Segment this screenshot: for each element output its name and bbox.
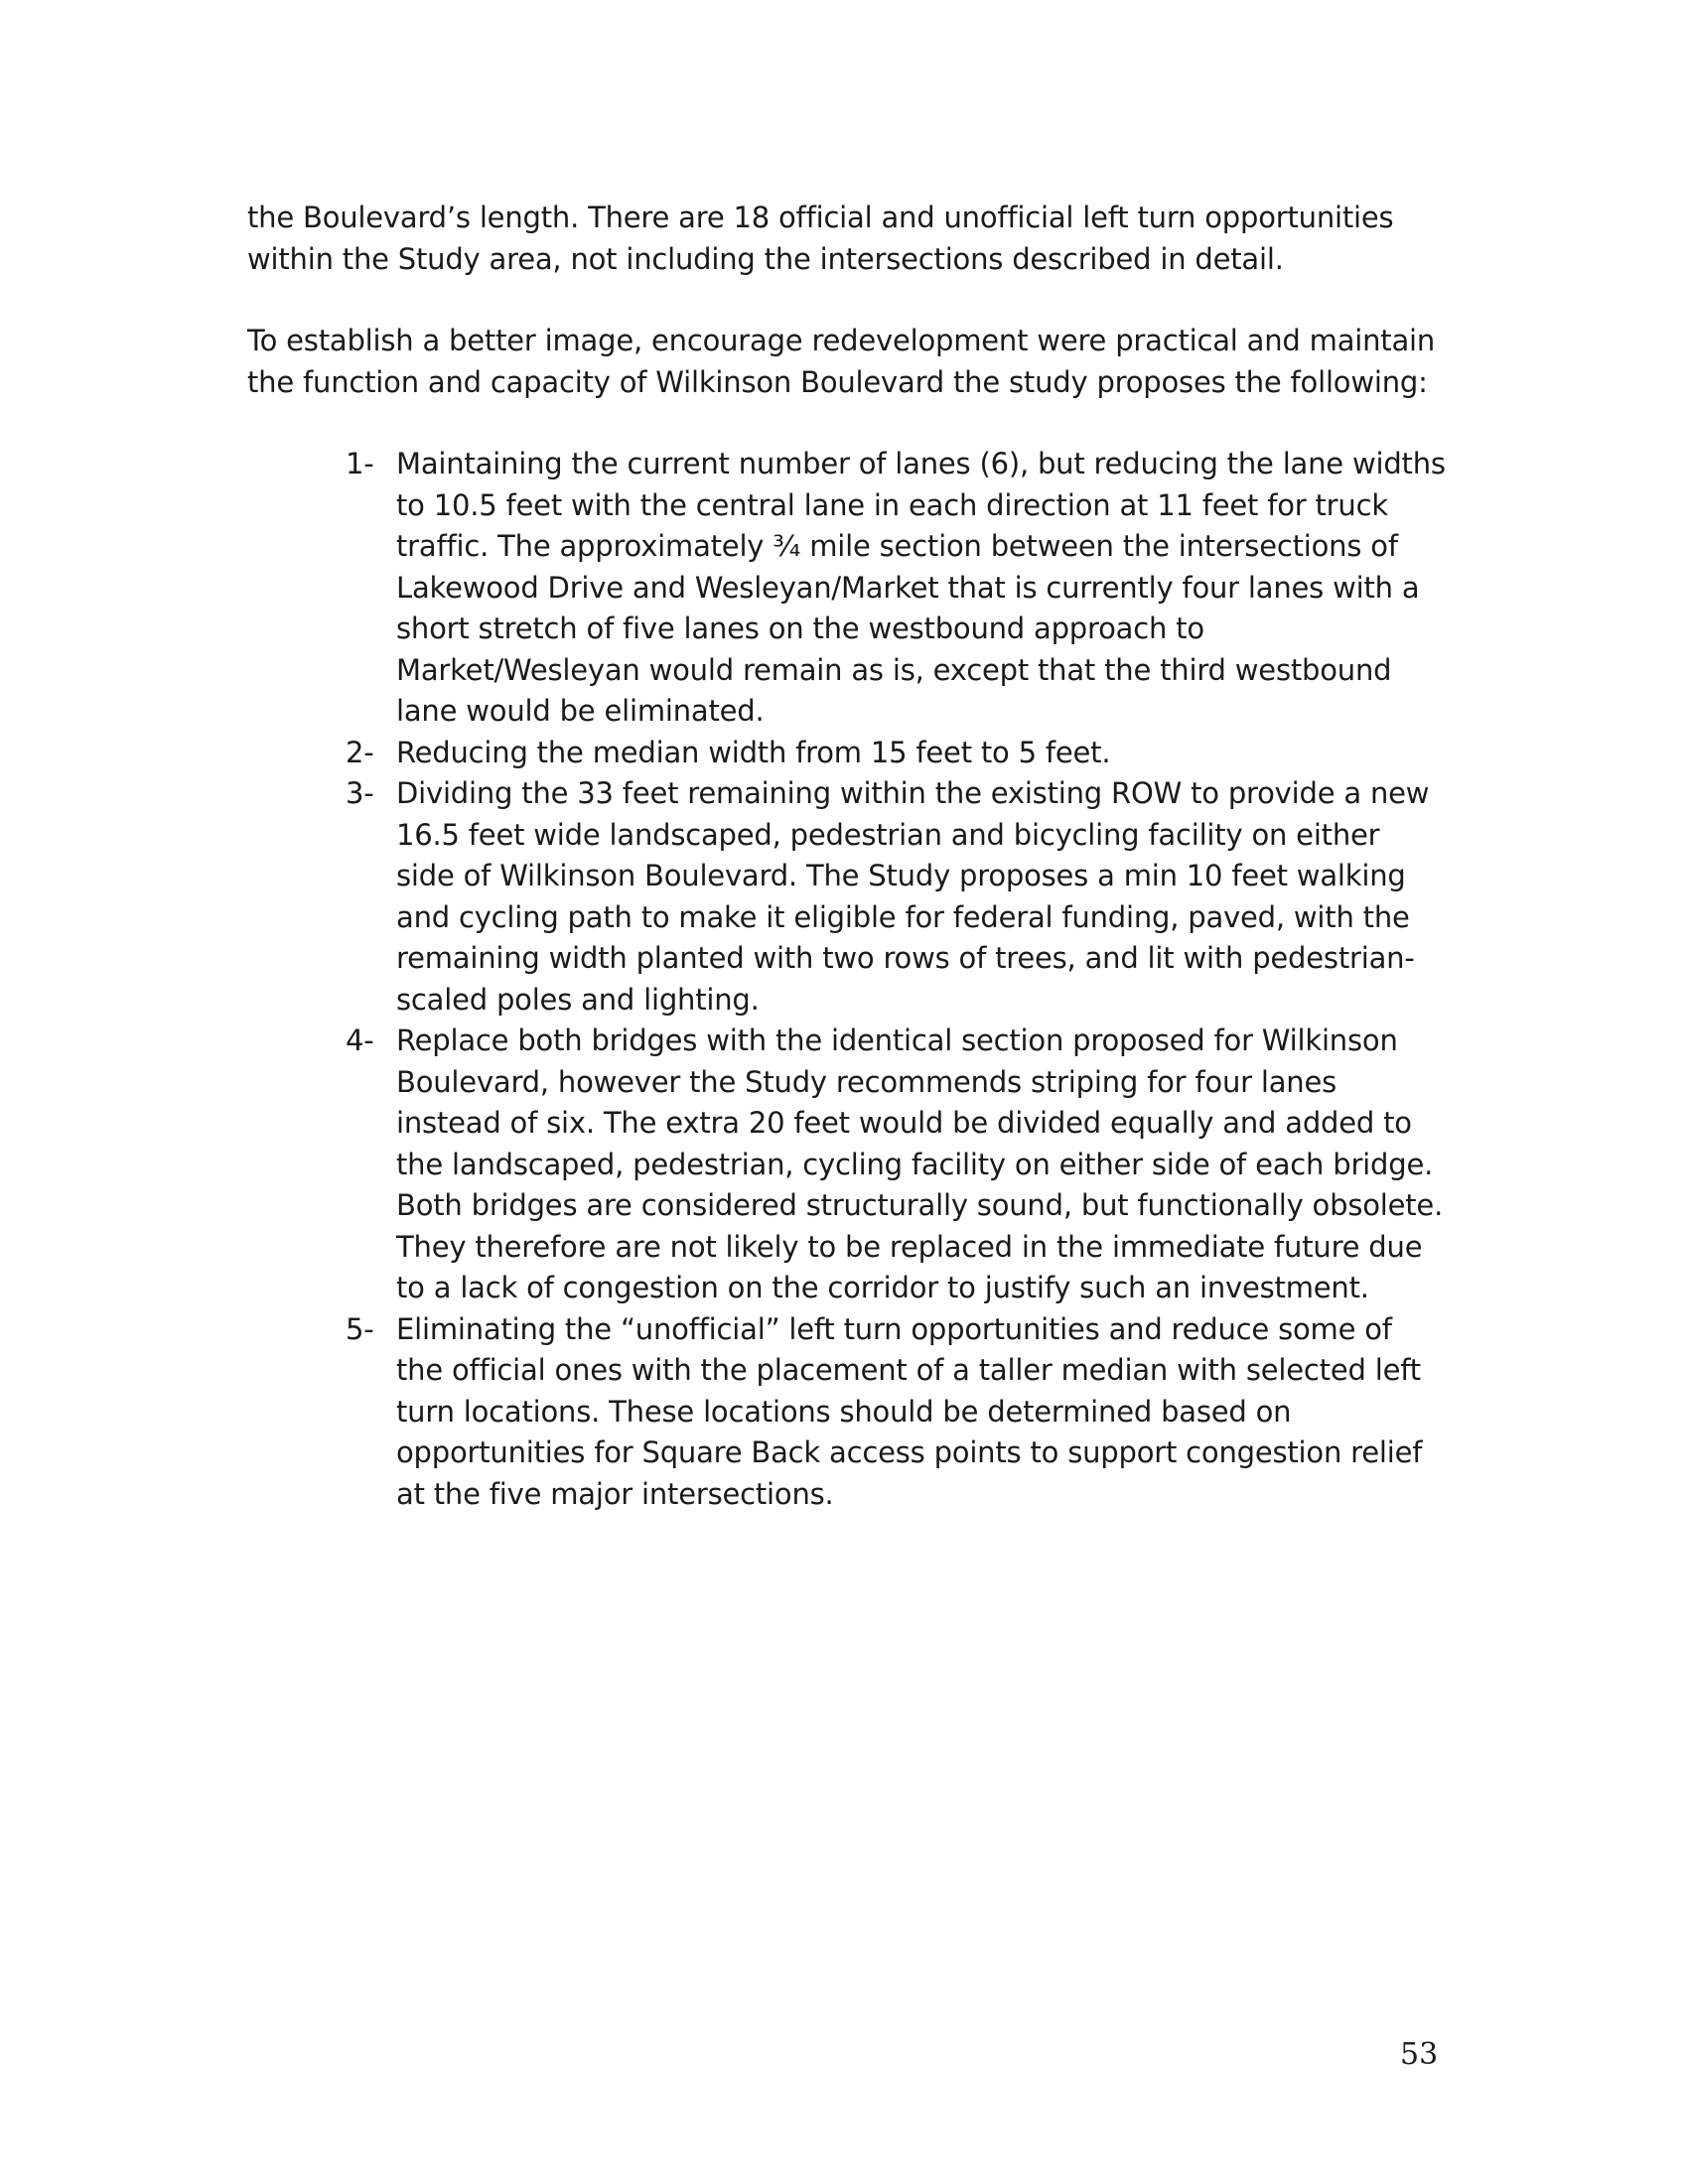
list-number: 3-	[346, 776, 374, 810]
list-text: Maintaining the current number of lanes (6), but reducing the lane widths to 10.5 feet with the central lane in each direction at 11 feet for truck traffic. The approximately ¾ mile section between the intersections of Lakewood Drive and Wesleyan/Market that is currently four lanes with a short stretch of five lanes on the westbound approach to Market/Wesleyan would remain as is, except that the third westbound lane would be eliminated.	[396, 447, 1446, 728]
list-text: Eliminating the “unofficial” left turn opportunities and reduce some of the official ones with the placement of a taller median with selected left turn locations. These locations should be determined based on opportunities for Square Back access points to support congestion relief at the five major intersections.	[396, 1311, 1423, 1511]
list-number: 5-	[346, 1311, 374, 1346]
list-item	[346, 1021, 1446, 1309]
list-item	[346, 1309, 1446, 1516]
paragraph-continuation: the Boulevard’s length. There are 18 official and unofficial left turn opportunities within the Study area, not including the intersections described in detail.	[247, 201, 1394, 276]
list-number: 2-	[346, 735, 374, 769]
page-number: 53	[1400, 2037, 1439, 2072]
list-number: 1-	[346, 447, 374, 480]
list-item	[346, 444, 1446, 733]
list-item	[346, 733, 1446, 774]
list-text: Replace both bridges with the identical section proposed for Wilkinson Boulevard, however the Study recommends striping for four lanes instead of six. The extra 20 feet would be divided equally and added to the landscaped, pedestrian, cycling facility on either side of each bridge. Both bridges are considered structurally sound, but functionally obsolete. They therefore are not likely to be replaced in the immediate future due to a lack of congestion on the corridor to justify such an investment.	[396, 1024, 1444, 1304]
proposal-list	[346, 444, 1446, 1515]
list-number: 4-	[346, 1024, 374, 1057]
paragraph-intro: To establish a better image, encourage redevelopment were practical and maintain the function and capacity of Wilkinson Boulevard the study proposes the following:	[247, 324, 1436, 399]
list-text: Dividing the 33 feet remaining within the existing ROW to provide a new 16.5 feet wide landscaped, pedestrian and bicycling facility on either side of Wilkinson Boulevard. The Study proposes a min 10 feet walking and cycling path to make it eligible for federal funding, paved, with the remaining width planted with two rows of trees, and lit with pedestrian-scaled poles and lighting.	[396, 776, 1430, 1017]
list-item	[346, 773, 1446, 1021]
list-text: Reducing the median width from 15 feet to 5 feet.	[396, 735, 1111, 769]
